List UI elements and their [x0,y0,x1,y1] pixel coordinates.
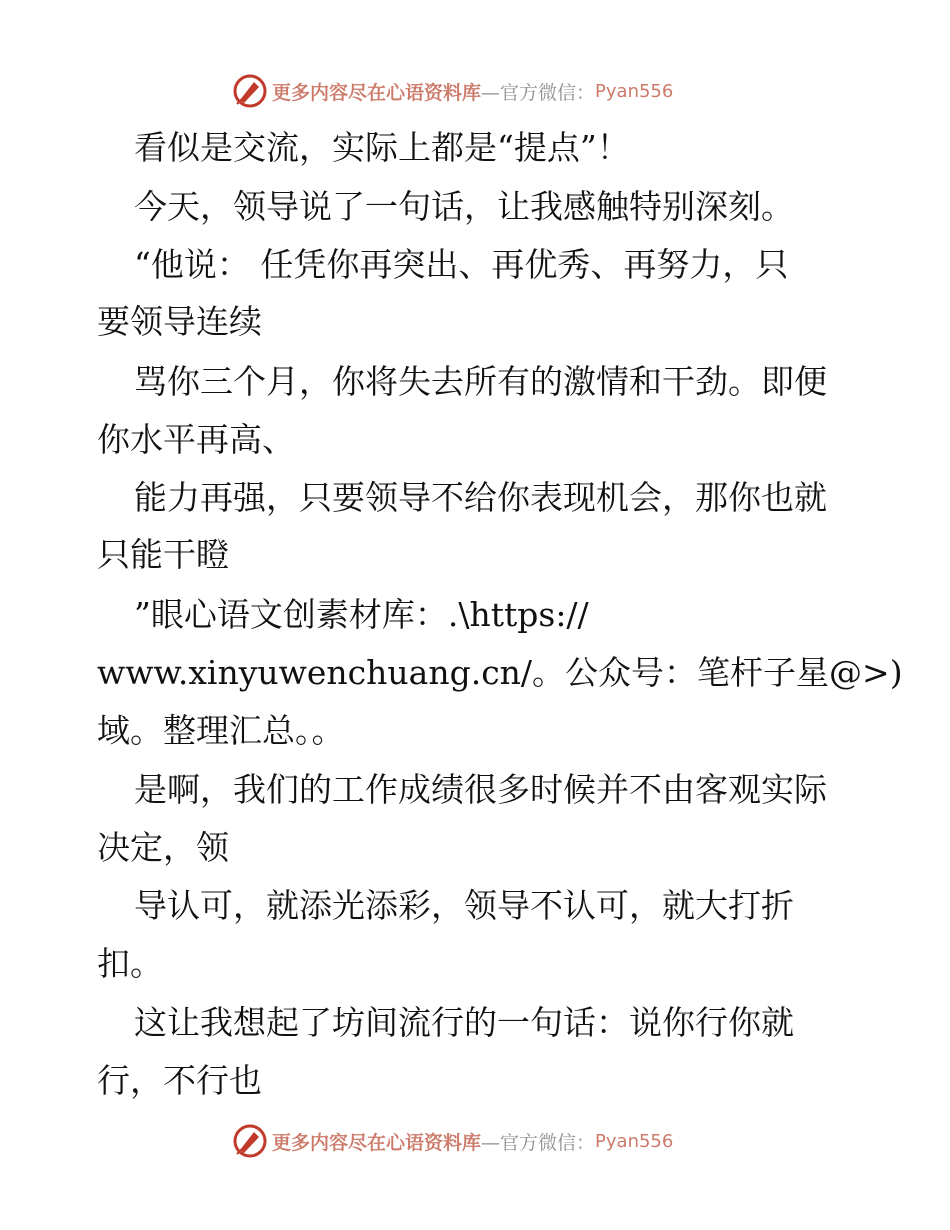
pen-nib-logo-icon [232,1123,268,1159]
text-line-11: 域。整理汇总。。 [97,711,345,750]
pen-nib-logo-icon [232,73,268,109]
text-line-17: 行，不行也 [97,1061,262,1100]
text-line-9: ”眼心语文创素材库：.\https:// [134,595,589,634]
text-line-15: 扣。 [97,944,163,983]
header-banner [232,71,673,111]
header-wechat-label: —官方微信： [481,81,596,104]
text-line-10: www.xinyuwenchuang.cn/。公众号：笔杆子星@>) [97,653,903,692]
header-site-name: 更多内容尽在心语资料库 [272,81,482,104]
footer-banner [232,1121,673,1161]
text-line-6: 你水平再高、 [97,420,295,459]
text-line-13: 决定，领 [97,828,229,867]
header-wechat-id: Pyan556 [595,80,674,102]
footer-site-name: 更多内容尽在心语资料库 [272,1131,482,1154]
text-line-16: 这让我想起了坊间流行的一句话：说你行你就 [134,1003,794,1042]
footer-wechat-label: —官方微信： [481,1131,596,1154]
text-line-2: 今天，领导说了一句话，让我感触特别深刻。 [134,187,794,226]
text-line-12: 是啊，我们的工作成绩很多时候并不由客观实际 [134,770,827,809]
text-line-1: 看似是交流，实际上都是“提点”！ [134,128,630,167]
text-line-7: 能力再强，只要领导不给你表现机会，那你也就 [134,478,827,517]
text-line-3: “他说： 任凭你再突出、再优秀、再努力，只 [134,245,789,284]
text-line-5: 骂你三个月，你将失去所有的激情和干劲。即便 [134,362,827,401]
footer-wechat-id: Pyan556 [595,1130,674,1152]
text-line-14: 导认可，就添光添彩，领导不认可，就大打折 [134,886,794,925]
text-line-4: 要领导连续 [97,302,262,341]
text-line-8: 只能干瞪 [97,535,229,574]
